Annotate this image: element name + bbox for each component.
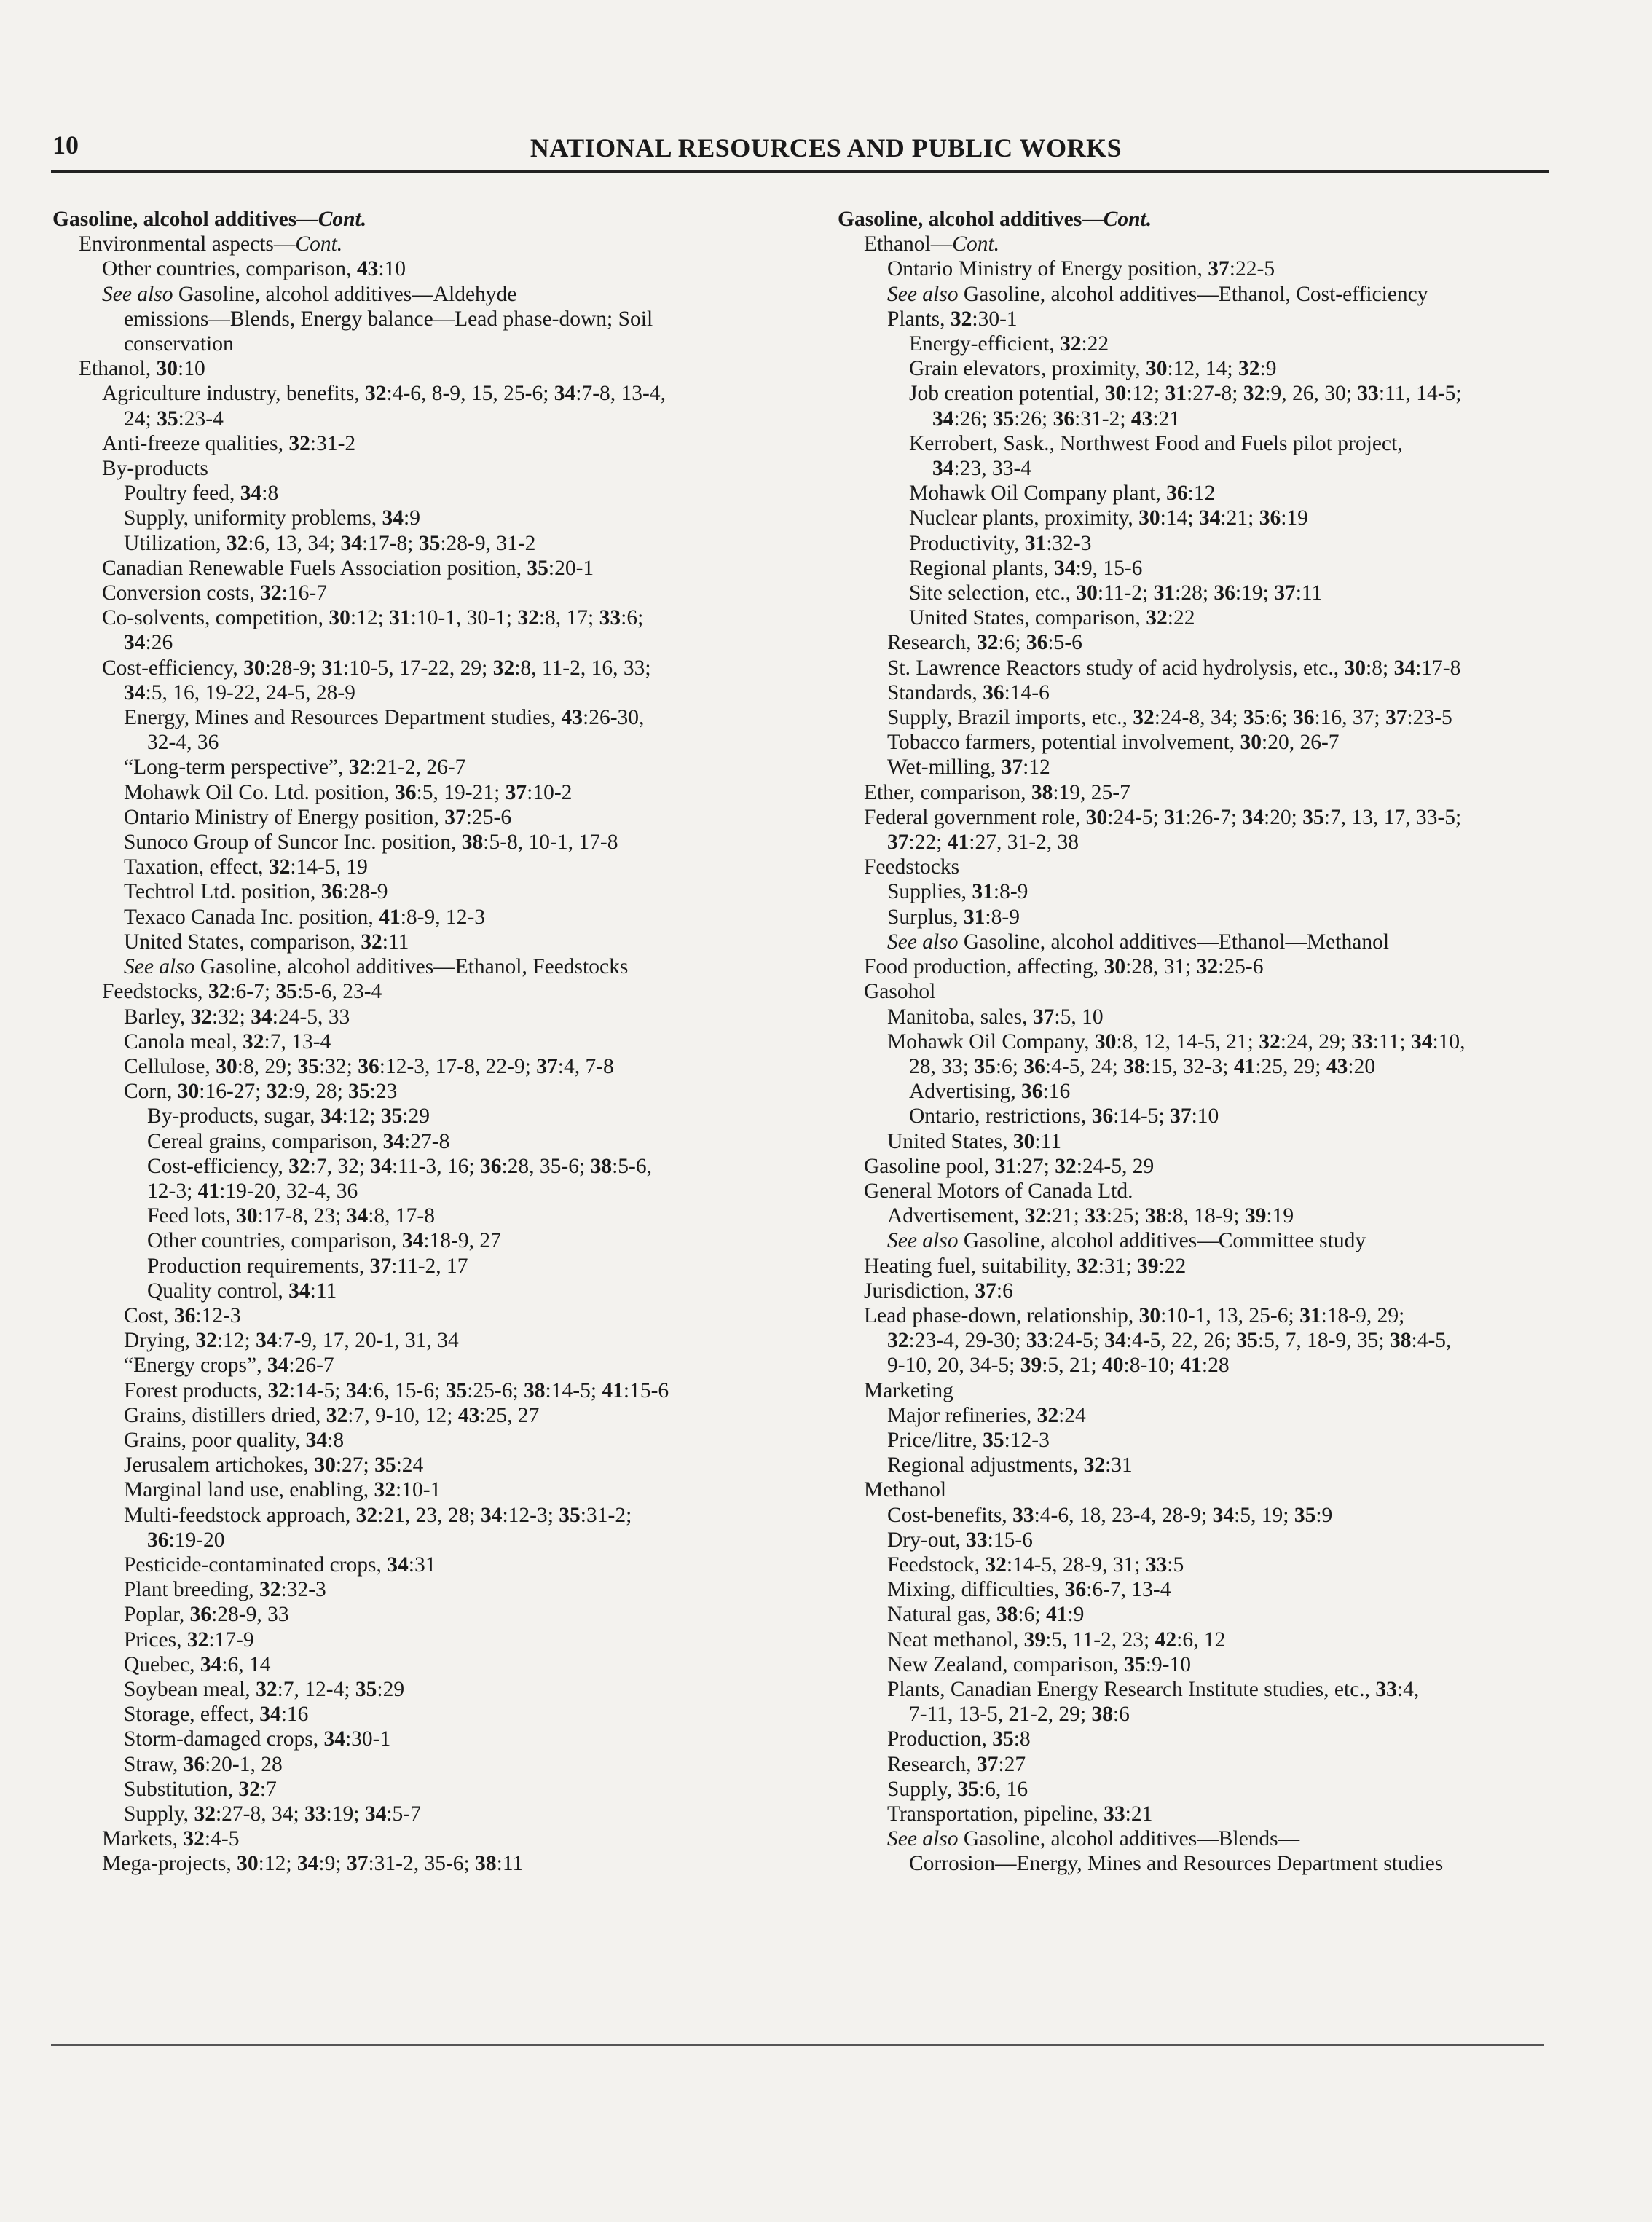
index-entry: Drying, 32:12; 34:7-9, 17, 20-1, 31, 34	[124, 1329, 459, 1353]
index-entry: Plants, 32:30-1	[887, 307, 1018, 331]
index-entry: Marginal land use, enabling, 32:10-1	[124, 1478, 441, 1502]
index-entry: Kerrobert, Sask., Northwest Food and Fuels pilot project,	[909, 431, 1403, 455]
index-entry: Productivity, 31:32-3	[909, 531, 1092, 555]
index-entry: Advertisement, 32:21; 33:25; 38:8, 18-9; 39:19	[887, 1204, 1294, 1228]
index-entry: See also Gasoline, alcohol additives—Ethanol, Cost-efficiency	[887, 282, 1428, 306]
index-entry: 12-3; 41:19-20, 32-4, 36	[147, 1179, 358, 1203]
index-entry: Feedstocks	[864, 855, 960, 879]
index-entry: 34:26; 35:26; 36:31-2; 43:21	[932, 407, 1181, 431]
index-entry: United States, comparison, 32:22	[909, 606, 1195, 630]
index-entry: Heating fuel, suitability, 32:31; 39:22	[864, 1254, 1187, 1278]
index-entry: Grain elevators, proximity, 30:12, 14; 32:9	[909, 357, 1277, 381]
index-entry: United States, comparison, 32:11	[124, 930, 409, 954]
index-entry: Barley, 32:32; 34:24-5, 33	[124, 1005, 350, 1029]
index-entry: Ether, comparison, 38:19, 25-7	[864, 780, 1130, 804]
index-entry: Federal government role, 30:24-5; 31:26-7; 34:20; 35:7, 13, 17, 33-5;	[864, 805, 1462, 829]
index-entry: Supplies, 31:8-9	[887, 880, 1028, 904]
index-entry: See also Gasoline, alcohol additives—Aldehyde	[102, 282, 517, 306]
index-entry: Taxation, effect, 32:14-5, 19	[124, 855, 368, 879]
index-entry: Mixing, difficulties, 36:6-7, 13-4	[887, 1578, 1171, 1602]
index-entry: Feedstocks, 32:6-7; 35:5-6, 23-4	[102, 980, 382, 1004]
index-entry: Cost, 36:12-3	[124, 1303, 241, 1327]
index-entry: Cellulose, 30:8, 29; 35:32; 36:12-3, 17-8, 22-9; 37:4, 7-8	[124, 1054, 614, 1078]
index-entry: Gasohol	[864, 980, 936, 1004]
index-entry: Manitoba, sales, 37:5, 10	[887, 1005, 1104, 1029]
index-entry: Other countries, comparison, 43:10	[102, 257, 406, 281]
index-entry: See also Gasoline, alcohol additives—Blends—	[887, 1827, 1300, 1851]
index-entry: Advertising, 36:16	[909, 1080, 1071, 1104]
index-entry: Surplus, 31:8-9	[887, 905, 1020, 929]
index-entry: United States, 30:11	[887, 1129, 1061, 1153]
index-entry: emissions—Blends, Energy balance—Lead phase-down; Soil	[124, 307, 653, 331]
footer-rule	[51, 2044, 1544, 2046]
index-entry: Major refineries, 32:24	[887, 1403, 1086, 1427]
index-entry: Production, 35:8	[887, 1727, 1031, 1751]
index-entry: Dry-out, 33:15-6	[887, 1528, 1033, 1552]
index-entry: Cost-benefits, 33:4-6, 18, 23-4, 28-9; 34:5, 19; 35:9	[887, 1503, 1333, 1527]
index-entry: Natural gas, 38:6; 41:9	[887, 1603, 1085, 1627]
index-column-right	[838, 207, 1624, 1877]
index-entry: Marketing	[864, 1378, 953, 1402]
index-entry: Agriculture industry, benefits, 32:4-6, 8-9, 15, 25-6; 34:7-8, 13-4,	[102, 382, 666, 406]
index-entry: Gasoline, alcohol additives—Cont.	[52, 208, 367, 231]
index-entry: Co-solvents, competition, 30:12; 31:10-1, 30-1; 32:8, 17; 33:6;	[102, 606, 644, 630]
index-entry: Mega-projects, 30:12; 34:9; 37:31-2, 35-6; 38:11	[102, 1852, 524, 1876]
index-entry: Sunoco Group of Suncor Inc. position, 38:5-8, 10-1, 17-8	[124, 831, 618, 855]
index-entry: 9-10, 20, 34-5; 39:5, 21; 40:8-10; 41:28	[887, 1354, 1230, 1378]
index-entry: Site selection, etc., 30:11-2; 31:28; 36:19; 37:11	[909, 581, 1323, 605]
running-head: NATIONAL RESOURCES AND PUBLIC WORKS	[530, 133, 1122, 162]
index-entry: Ethanol—Cont.	[864, 232, 1000, 256]
index-entry: 24; 35:23-4	[124, 407, 224, 431]
index-entry: Conversion costs, 32:16-7	[102, 581, 327, 605]
index-entry: Anti-freeze qualities, 32:31-2	[102, 431, 356, 455]
index-entry: 34:5, 16, 19-22, 24-5, 28-9	[124, 680, 355, 704]
index-entry: Standards, 36:14-6	[887, 680, 1050, 704]
index-entry: 28, 33; 35:6; 36:4-5, 24; 38:15, 32-3; 41:25, 29; 43:20	[909, 1054, 1376, 1078]
index-entry: Supply, Brazil imports, etc., 32:24-8, 34; 35:6; 36:16, 37; 37:23-5	[887, 706, 1452, 730]
index-entry: Prices, 32:17-9	[124, 1628, 254, 1652]
index-entry: Lead phase-down, relationship, 30:10-1, 13, 25-6; 31:18-9, 29;	[864, 1303, 1405, 1327]
index-entry: Production requirements, 37:11-2, 17	[147, 1254, 468, 1278]
index-entry: By-products	[102, 457, 208, 481]
index-entry: Plant breeding, 32:32-3	[124, 1578, 326, 1602]
index-entry: Environmental aspects—Cont.	[79, 232, 343, 256]
index-entry: Energy, Mines and Resources Department studies, 43:26-30,	[124, 706, 645, 730]
index-entry: Forest products, 32:14-5; 34:6, 15-6; 35:25-6; 38:14-5; 41:15-6	[124, 1378, 669, 1402]
index-entry: Substitution, 32:7	[124, 1777, 277, 1801]
index-entry: Methanol	[864, 1478, 947, 1502]
index-entry: Techtrol Ltd. position, 36:28-9	[124, 880, 388, 904]
index-entry: See also Gasoline, alcohol additives—Ethanol—Methanol	[887, 930, 1390, 954]
index-entry: Utilization, 32:6, 13, 34; 34:17-8; 35:28-9, 31-2	[124, 531, 536, 555]
index-entry: Price/litre, 35:12-3	[887, 1428, 1050, 1452]
index-entry: Straw, 36:20-1, 28	[124, 1752, 283, 1776]
index-entry: Mohawk Oil Co. Ltd. position, 36:5, 19-21; 37:10-2	[124, 780, 573, 804]
index-entry: Grains, distillers dried, 32:7, 9-10, 12; 43:25, 27	[124, 1403, 540, 1427]
index-entry: Regional plants, 34:9, 15-6	[909, 556, 1143, 580]
index-entry: Grains, poor quality, 34:8	[124, 1428, 345, 1452]
index-entry: Mohawk Oil Company plant, 36:12	[909, 482, 1216, 506]
index-entry: Ethanol, 30:10	[79, 357, 205, 381]
index-entry: Plants, Canadian Energy Research Institute studies, etc., 33:4,	[887, 1677, 1420, 1701]
index-entry: 37:22; 41:27, 31-2, 38	[887, 831, 1079, 855]
index-entry: Canadian Renewable Fuels Association position, 35:20-1	[102, 556, 594, 580]
index-entry: Feedstock, 32:14-5, 28-9, 31; 33:5	[887, 1552, 1184, 1577]
index-entry: Feed lots, 30:17-8, 23; 34:8, 17-8	[147, 1204, 435, 1228]
index-entry: Research, 32:6; 36:5-6	[887, 631, 1082, 655]
index-entry: Wet-milling, 37:12	[887, 755, 1050, 780]
index-entry: 34:23, 33-4	[932, 457, 1032, 481]
index-entry: Markets, 32:4-5	[102, 1827, 240, 1851]
page-number: 10	[52, 130, 79, 160]
index-entry: Storage, effect, 34:16	[124, 1703, 309, 1727]
index-entry: Ontario, restrictions, 36:14-5; 37:10	[909, 1104, 1219, 1128]
index-entry: See also Gasoline, alcohol additives—Committee study	[887, 1229, 1366, 1253]
index-entry: Corrosion—Energy, Mines and Resources Department studies	[909, 1852, 1444, 1876]
index-entry: Multi-feedstock approach, 32:21, 23, 28; 34:12-3; 35:31-2;	[124, 1503, 632, 1527]
index-entry: Poplar, 36:28-9, 33	[124, 1603, 289, 1627]
index-entry: Soybean meal, 32:7, 12-4; 35:29	[124, 1677, 405, 1701]
index-entry: Texaco Canada Inc. position, 41:8-9, 12-3	[124, 905, 486, 929]
header-rule	[51, 170, 1549, 173]
index-entry: Ontario Ministry of Energy position, 37:25-6	[124, 805, 512, 829]
index-entry: Energy-efficient, 32:22	[909, 332, 1109, 356]
index-entry: “Energy crops”, 34:26-7	[124, 1354, 334, 1378]
index-entry: Regional adjustments, 32:31	[887, 1453, 1133, 1477]
index-entry: General Motors of Canada Ltd.	[864, 1179, 1133, 1203]
index-entry: 32-4, 36	[147, 731, 219, 755]
index-entry: “Long-term perspective”, 32:21-2, 26-7	[124, 755, 466, 780]
index-entry: Job creation potential, 30:12; 31:27-8; 32:9, 26, 30; 33:11, 14-5;	[909, 382, 1462, 406]
index-entry: Canola meal, 32:7, 13-4	[124, 1029, 331, 1053]
index-entry: Quality control, 34:11	[147, 1279, 337, 1303]
index-entry: St. Lawrence Reactors study of acid hydrolysis, etc., 30:8; 34:17-8	[887, 656, 1461, 680]
index-entry: Transportation, pipeline, 33:21	[887, 1802, 1153, 1826]
index-entry: Cost-efficiency, 32:7, 32; 34:11-3, 16; 36:28, 35-6; 38:5-6,	[147, 1154, 652, 1178]
index-column-left	[52, 207, 803, 1877]
index-entry: conservation	[124, 332, 234, 356]
index-entry: Gasoline, alcohol additives—Cont.	[838, 208, 1152, 231]
index-entry: Cost-efficiency, 30:28-9; 31:10-5, 17-22, 29; 32:8, 11-2, 16, 33;	[102, 656, 651, 680]
index-entry: Neat methanol, 39:5, 11-2, 23; 42:6, 12	[887, 1628, 1226, 1652]
index-entry: Supply, 32:27-8, 34; 33:19; 34:5-7	[124, 1802, 421, 1826]
index-entry: Tobacco farmers, potential involvement, 30:20, 26-7	[887, 731, 1340, 755]
index-entry: Pesticide-contaminated crops, 34:31	[124, 1552, 436, 1577]
index-entry: Poultry feed, 34:8	[124, 482, 279, 506]
index-entry: Cereal grains, comparison, 34:27-8	[147, 1129, 450, 1153]
index-entry: Other countries, comparison, 34:18-9, 27	[147, 1229, 501, 1253]
index-entry: New Zealand, comparison, 35:9-10	[887, 1652, 1191, 1676]
index-entry: Ontario Ministry of Energy position, 37:22-5	[887, 257, 1275, 281]
index-entry: Nuclear plants, proximity, 30:14; 34:21; 36:19	[909, 506, 1308, 530]
index-entry: 34:26	[124, 631, 173, 655]
index-entry: Mohawk Oil Company, 30:8, 12, 14-5, 21; 32:24, 29; 33:11; 34:10,	[887, 1029, 1466, 1053]
index-entry: Jurisdiction, 37:6	[864, 1279, 1013, 1303]
index-entry: 7-11, 13-5, 21-2, 29; 38:6	[909, 1703, 1130, 1727]
index-entry: Jerusalem artichokes, 30:27; 35:24	[124, 1453, 424, 1477]
index-entry: Storm-damaged crops, 34:30-1	[124, 1727, 391, 1751]
index-entry: 32:23-4, 29-30; 33:24-5; 34:4-5, 22, 26; 35:5, 7, 18-9, 35; 38:4-5,	[887, 1329, 1452, 1353]
index-entry: Corn, 30:16-27; 32:9, 28; 35:23	[124, 1080, 398, 1104]
index-entry: Gasoline pool, 31:27; 32:24-5, 29	[864, 1154, 1155, 1178]
index-entry: See also Gasoline, alcohol additives—Ethanol, Feedstocks	[124, 955, 629, 979]
index-entry: 36:19-20	[147, 1528, 225, 1552]
index-entry: Food production, affecting, 30:28, 31; 32:25-6	[864, 955, 1264, 979]
index-entry: Quebec, 34:6, 14	[124, 1652, 271, 1676]
index-entry: Supply, 35:6, 16	[887, 1777, 1028, 1801]
index-entry: Supply, uniformity problems, 34:9	[124, 506, 420, 530]
index-entry: By-products, sugar, 34:12; 35:29	[147, 1104, 430, 1128]
index-entry: Research, 37:27	[887, 1752, 1026, 1776]
